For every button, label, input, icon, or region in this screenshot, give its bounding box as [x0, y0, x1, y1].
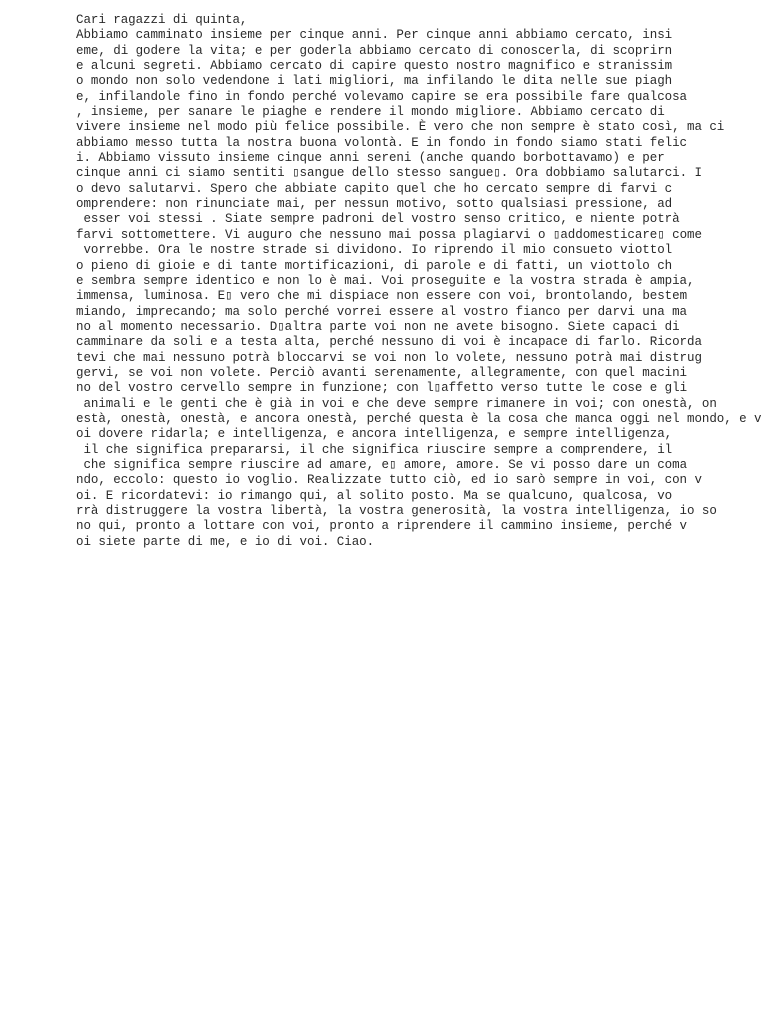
text-line: o pieno di gioie e di tante mortificazioni, di parole e di fatti, un viottolo ch: [76, 258, 673, 273]
text-line: , insieme, per sanare le piaghe e rendere il mondo migliore. Abbiamo cercato di: [76, 105, 665, 120]
text-line: cinque anni ci siamo sentiti ▯sangue dello stesso sangue▯. Ora dobbiamo salutarci. I: [76, 166, 702, 181]
text-line: e sembra sempre identico e non lo è mai. Voi proseguite e la vostra strada è ampia,: [76, 273, 695, 288]
text-line: no qui, pronto a lottare con voi, pronto a riprendere il cammino insieme, perché v: [76, 519, 688, 534]
text-line: miando, imprecando; ma solo perché vorrei essere al vostro fianco per darvi una ma: [76, 304, 688, 319]
text-line: farvi sottomettere. Vi auguro che nessuno mai possa plagiarvi o ▯addomesticare▯ come: [76, 227, 702, 242]
text-line: il che significa prepararsi, il che significa riuscire sempre a comprendere, il: [76, 442, 673, 457]
text-line: oi dovere ridarla; e intelligenza, e ancora intelligenza, e sempre intelligenza,: [76, 427, 673, 442]
text-line: camminare da soli e a testa alta, perché nessuno di voi è incapace di farlo. Ricorda: [76, 335, 702, 350]
text-line: eme, di godere la vita; e per goderla abbiamo cercato di conoscerla, di scoprirn: [76, 43, 673, 58]
text-line: gervi, se voi non volete. Perciò avanti serenamente, allegramente, con quel macini: [76, 365, 688, 380]
text-line: tevi che mai nessuno potrà bloccarvi se voi non lo volete, nessuno potrà mai distrug: [76, 350, 702, 365]
text-line: o devo salutarvi. Spero che abbiate capito quel che ho cercato sempre di farvi c: [76, 181, 673, 196]
text-line: oi. E ricordatevi: io rimango qui, al solito posto. Ma se qualcuno, qualcosa, vo: [76, 488, 673, 503]
text-line: Cari ragazzi di quinta,: [76, 13, 248, 27]
text-line: immensa, luminosa. E▯ vero che mi dispiace non essere con voi, brontolando, bestem: [76, 289, 688, 304]
text-line: no al momento necessario. D▯altra parte voi non ne avete bisogno. Siete capaci di: [76, 319, 680, 334]
text-line: i. Abbiamo vissuto insieme cinque anni sereni (anche quando borbottavamo) e per: [76, 151, 665, 166]
text-line: omprendere: non rinunciate mai, per nessun motivo, sotto qualsiasi pressione, ad: [76, 197, 673, 212]
text-line: esser voi stessi . Siate sempre padroni del vostro senso critico, e niente potrà: [76, 212, 680, 227]
text-line: Abbiamo camminato insieme per cinque anni. Per cinque anni abbiamo cercato, insi: [76, 28, 673, 43]
text-line: che significa sempre riuscire ad amare, e▯ amore, amore. Se vi posso dare un coma: [76, 457, 688, 472]
text-line: vorrebbe. Ora le nostre strade si dividono. Io riprendo il mio consueto viottol: [76, 243, 673, 258]
text-line: e, infilandole fino in fondo perché volevamo capire se era possibile fare qualcosa: [76, 89, 688, 104]
letter-body: [76, 13, 762, 550]
text-line: vivere insieme nel modo più felice possibile. È vero che non sempre è stato così, ma ci: [76, 120, 725, 135]
text-line: no del vostro cervello sempre in funzione; con l▯affetto verso tutte le cose e gli: [76, 381, 688, 396]
text-line: oi siete parte di me, e io di voi. Ciao.: [76, 534, 375, 549]
text-line: està, onestà, onestà, e ancora onestà, perché questa è la cosa che manca oggi nel mondo, e v: [76, 411, 762, 426]
text-line: animali e le genti che è già in voi e che deve sempre rimanere in voi; con onestà, on: [76, 396, 717, 411]
text-line: rrà distruggere la vostra libertà, la vostra generosità, la vostra intelligenza, io so: [76, 504, 717, 518]
text-line: o mondo non solo vedendone i lati migliori, ma infilando le dita nelle sue piagh: [76, 74, 673, 89]
text-line: e alcuni segreti. Abbiamo cercato di capire questo nostro magnifico e stranissim: [76, 59, 673, 74]
text-line: ndo, eccolo: questo io voglio. Realizzate tutto ciò, ed io sarò sempre in voi, con v: [76, 473, 702, 488]
text-line: abbiamo messo tutta la nostra buona volontà. E in fondo in fondo siamo stati felic: [76, 135, 688, 150]
